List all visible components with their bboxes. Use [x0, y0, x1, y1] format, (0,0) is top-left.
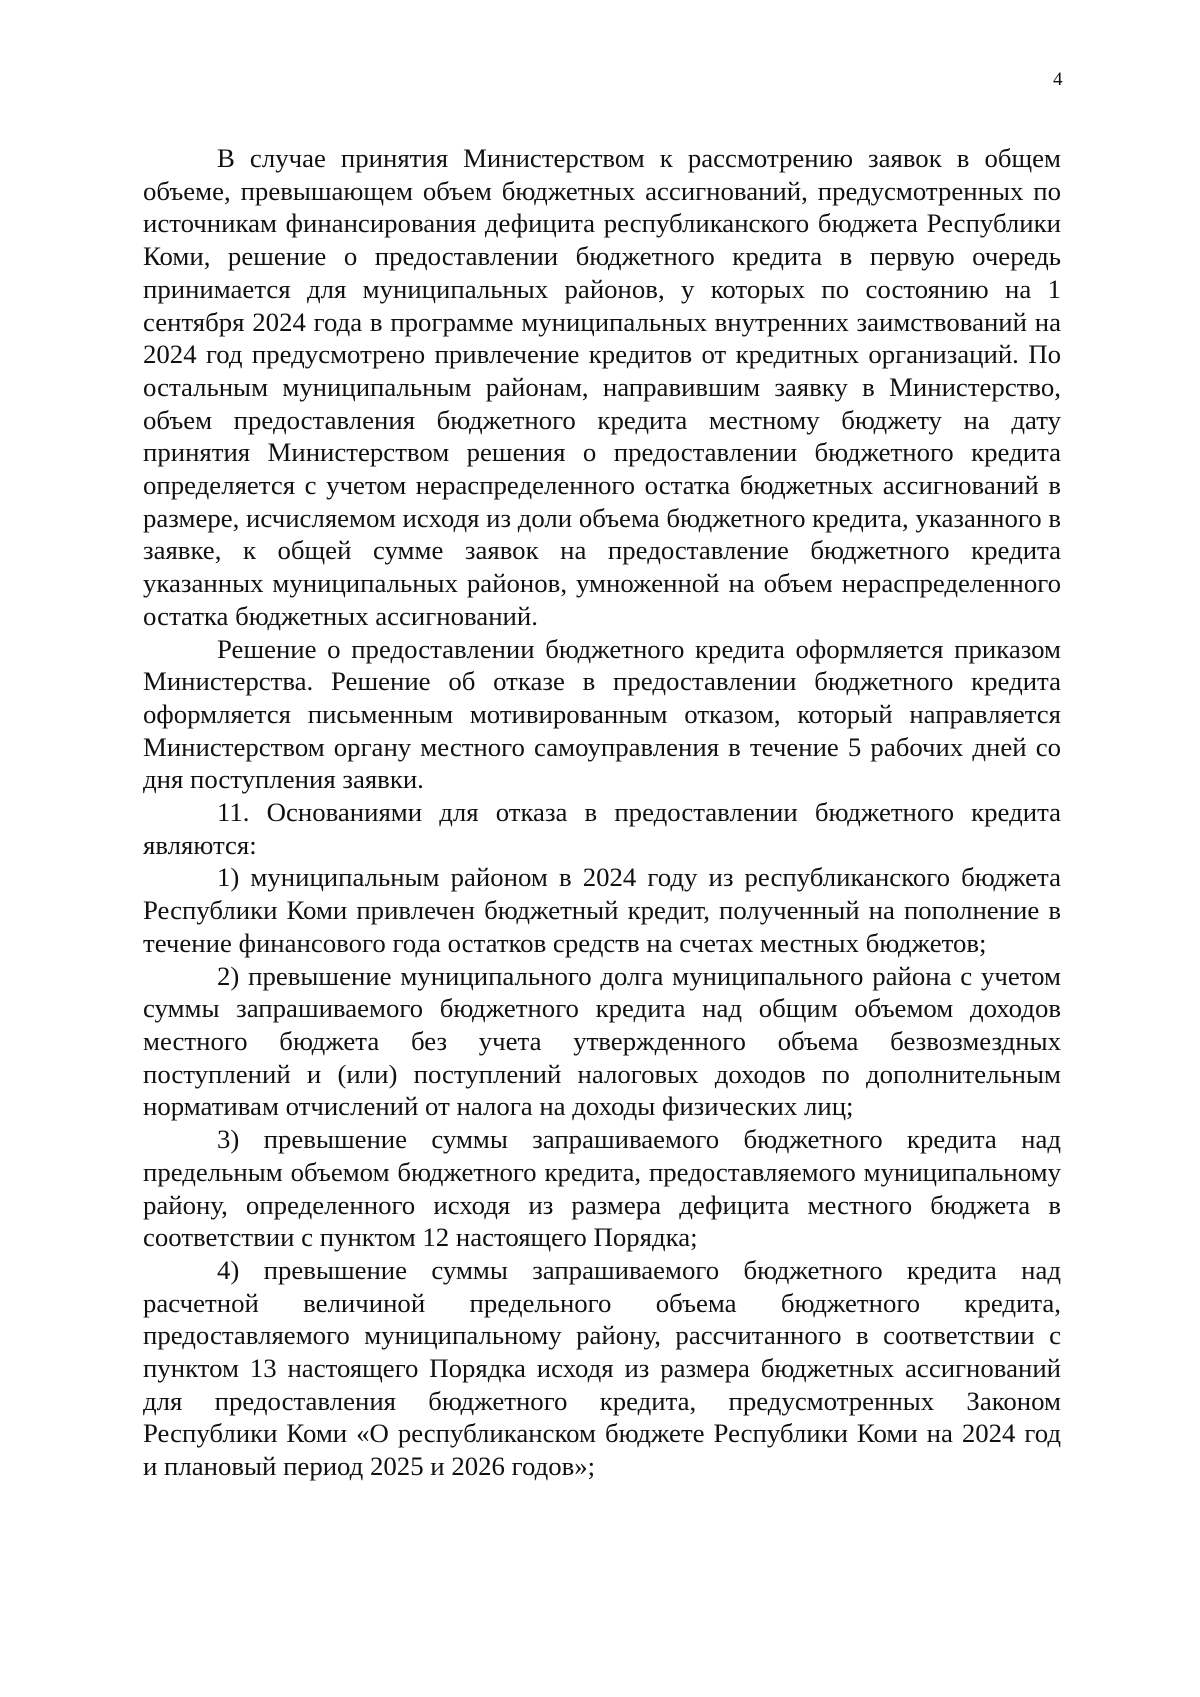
page-number: 4 [1053, 69, 1063, 90]
list-item-ground-1: 1) муниципальным районом в 2024 году из республиканского бюджета Республики Коми привлечен бюджетный кредит, полученный на пополнение в течение финансового года остатков средств на счетах местных бюджетов; [143, 862, 1061, 958]
list-item-ground-2: 2) превышение муниципального долга муниципального района с учетом суммы запрашиваемого бюджетного кредита над общим объемом доходов местного бюджета без учета утвержденного объема безвозмездных поступлений и (или) поступлений налоговых доходов по дополнительным нормативам отчислений от налога на доходы физических лиц; [143, 960, 1061, 1122]
list-item-ground-4: 4) превышение суммы запрашиваемого бюджетного кредита над расчетной величиной предельного объема бюджетного кредита, предоставляемого муниципальному району, рассчитанного в соответствии с пунктом 13 настоящего Порядка исходя из размера бюджетных ассигнований для предоставления бюджетного кредита, предусмотренных Законом Республики Коми «О республиканском бюджете Республики Коми на 2024 год и плановый период 2025 и 2026 годов»; [143, 1254, 1061, 1482]
document-body [143, 142, 1061, 1483]
paragraph-refusal-grounds-heading: 11. Основаниями для отказа в предоставлении бюджетного кредита являются: [143, 797, 1061, 860]
paragraph-decision-order: Решение о предоставлении бюджетного кредита оформляется приказом Министерства. Решение об отказе в предоставлении бюджетного кредита оформляется письменным мотивированным отказом, который направляется Министерством органу местного самоуправления в течение 5 рабочих дней со дня поступления заявки. [143, 633, 1061, 795]
list-item-ground-3: 3) превышение суммы запрашиваемого бюджетного кредита над предельным объемом бюджетного кредита, предоставляемого муниципальному району, определенного исходя из размера дефицита местного бюджета в соответствии с пунктом 12 настоящего Порядка; [143, 1124, 1061, 1253]
paragraph-allocation-rules: В случае принятия Министерством к рассмотрению заявок в общем объеме, превышающем объем бюджетных ассигнований, предусмотренных по источникам финансирования дефицита республиканского бюджета Республики Коми, решение о предоставлении бюджетного кредита в первую очередь принимается для муниципальных районов, у которых по состоянию на 1 сентября 2024 года в программе муниципальных внутренних заимствований на 2024 год предусмотрено привлечение кредитов от кредитных организаций. По остальным муниципальным районам, направившим заявку в Министерство, объем предоставления бюджетного кредита местному бюджету на дату принятия Министерством решения о предоставлении бюджетного кредита определяется с учетом нераспределенного остатка бюджетных ассигнований в размере, исчисляемом исходя из доли объема бюджетного кредита, указанного в заявке, к общей сумме заявок на предоставление бюджетного кредита указанных муниципальных районов, умноженной на объем нераспределенного остатка бюджетных ассигнований. [143, 143, 1061, 631]
